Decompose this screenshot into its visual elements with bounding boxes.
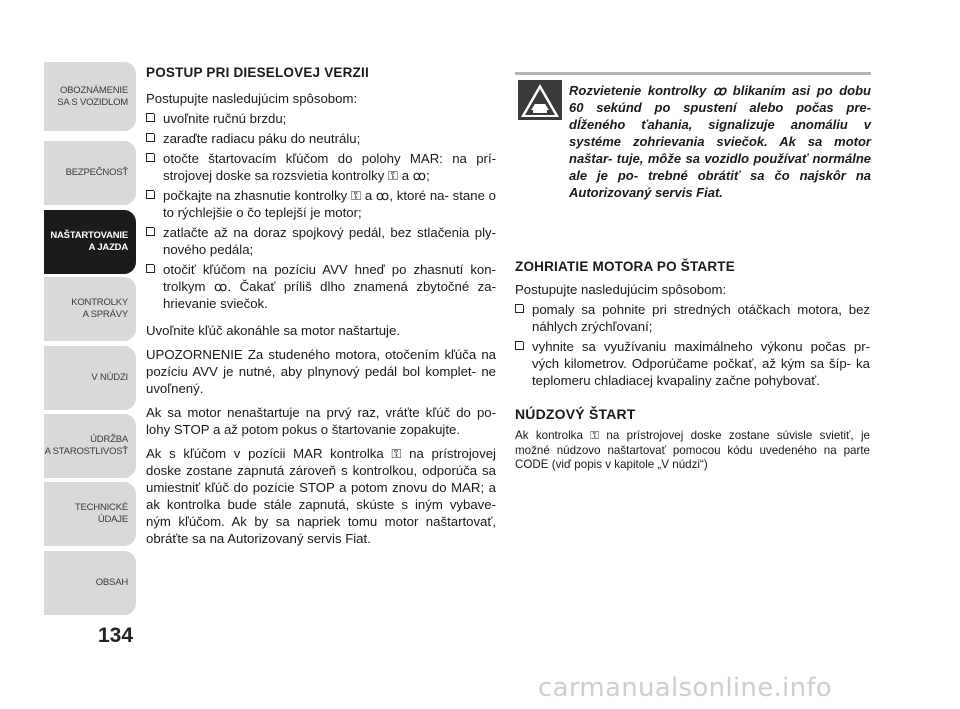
page-number: 134 <box>98 624 134 647</box>
diesel-heading: POSTUP PRI DIESELOVEJ VERZII <box>146 65 369 80</box>
section-tab[interactable] <box>44 414 136 478</box>
section-tab[interactable] <box>44 346 136 410</box>
diesel-para-warning: UPOZORNENIE Za studeného motora, otočením kľúča na pozíciu AVV je nutné, aby plnynový pedál bol komplet- ne uvoľnený. <box>146 347 496 396</box>
diesel-para-retry: Ak sa motor nenaštartuje na prvý raz, vráťte kľúč do po- lohy STOP a až potom pokus o štartovanie zopakujte. <box>146 405 496 437</box>
diesel-step <box>146 261 496 312</box>
emergency-heading: NÚDZOVÝ ŠTART <box>515 406 636 422</box>
checkbox-bullet-icon <box>146 190 155 199</box>
glow-plug-warning-text: Rozvietenie kontrolky ꝏ blikaním asi po dobu 60 sekúnd po spustení alebo počas pre- dĺženého ťahania, signalizuje anomáliu v systéme zohrievania sviečok. Ak sa motor naštar- tuje, môže sa vozidlo používať normálne ale je po- trebné obrátiť sa čo najskôr na Autorizovaný servis Fiat. <box>569 83 871 200</box>
checkbox-bullet-icon <box>146 264 155 273</box>
section-tab-label: ÚDRŽBA <box>90 434 128 445</box>
checkbox-bullet-icon <box>146 133 155 142</box>
warmup-step <box>515 301 870 335</box>
section-tab-label: A SPRÁVY <box>82 309 128 320</box>
diesel-para-immobilizer: Ak s kľúčom v pozícii MAR kontrolka ⚿ na prístrojovej doske zostane zapnutá zároveň s kontrolkou, odporúča sa umiestniť kľúč do pozície STOP a potom znovu do MAR; a ak kontrolka bude stále zapnutá, skúste s iným vybave- ným kľúčom. Ak by sa napriek tomu motor naštartovať, obráťte sa na Autorizovaný servis Fiat. <box>146 446 496 546</box>
diesel-step <box>146 187 496 221</box>
section-tab-label: KONTROLKY <box>71 297 128 308</box>
warning-rule <box>515 72 871 75</box>
emergency-text: Ak kontrolka ⚿ na prístrojovej doske zostane súvisle svietiť, je možné núdzovo naštartovať pomocou kódu uvedeného na parte CODE (viď popis v kapitole „V núdzi“) <box>515 429 870 471</box>
warmup-steps-list <box>515 301 870 392</box>
section-tab-label: NAŠTARTOVANIE <box>50 230 128 241</box>
diesel-para-release: Uvoľnite kľúč akonáhle sa motor naštartuje. <box>146 323 400 338</box>
diesel-step-text: zatlačte až na doraz spojkový pedál, bez stlačenia ply- nového pedála; <box>163 225 496 257</box>
diesel-intro: Postupujte nasledujúcim spôsobom: <box>146 91 358 106</box>
section-tab[interactable] <box>44 141 136 205</box>
section-tab[interactable] <box>44 62 136 131</box>
warmup-intro: Postupujte nasledujúcim spôsobom: <box>515 282 727 297</box>
checkbox-bullet-icon <box>146 153 155 162</box>
diesel-step <box>146 224 496 258</box>
warmup-step-text: pomaly sa pohnite pri stredných otáčkach motora, bez náhlych zrýchľovaní; <box>532 302 870 334</box>
section-tab-label: OBSAH <box>95 577 128 588</box>
section-tab-label: TECHNICKÉ <box>74 502 128 513</box>
section-tab-label: V NÚDZI <box>91 372 128 383</box>
diesel-step <box>146 130 496 147</box>
checkbox-bullet-icon <box>515 341 524 350</box>
diesel-step-text: uvoľnite ručnú brzdu; <box>163 111 287 126</box>
section-tab-label: ÚDAJE <box>97 514 128 525</box>
section-tab[interactable] <box>44 277 136 341</box>
section-tab[interactable] <box>44 551 136 615</box>
section-tab[interactable] <box>44 210 136 274</box>
diesel-step-text: zaraďte radiacu páku do neutrálu; <box>163 131 361 146</box>
section-tab-label: BEZPEČNOSŤ <box>65 167 128 178</box>
section-tab[interactable] <box>44 482 136 546</box>
diesel-step-text: otočiť kľúčom na pozíciu AVV hneď po zhasnutí kon- trolkym ꝏ. Čakať príliš dlho znamená zbytočné za- hrievanie sviečok. <box>163 262 496 311</box>
warmup-step-text: vyhnite sa využívaniu maximálneho výkonu počas pr- vých kilometrov. Odporúčame počkať, až kým sa šíp- ka teplomeru chladiacej kvapaliny začne pohybovať. <box>532 339 870 388</box>
warmup-step <box>515 338 870 389</box>
section-tab-label: A STAROSTLIVOSŤ <box>44 446 128 457</box>
diesel-step-text: otočte štartovacím kľúčom do polohy MAR: na prí- strojovej doske sa rozsvietia kontrolky ⚿ a ꝏ; <box>163 151 496 183</box>
checkbox-bullet-icon <box>146 113 155 122</box>
section-tab-label: SA S VOZIDLOM <box>57 96 128 108</box>
checkbox-bullet-icon <box>146 227 155 236</box>
diesel-step <box>146 150 496 184</box>
diesel-step-text: počkajte na zhasnutie kontrolky ⚿ a ꝏ, ktoré na- stane o to rýchlejšie o čo teplejší je motor; <box>163 188 496 220</box>
diesel-step <box>146 110 496 127</box>
right-column <box>515 258 870 473</box>
warmup-heading: ZOHRIATIE MOTORA PO ŠTARTE <box>515 259 735 274</box>
checkbox-bullet-icon <box>515 304 524 313</box>
left-column <box>146 64 496 547</box>
section-tab-label: OBOZNÁMENIE <box>59 84 128 96</box>
watermark: carmanualsonline.info <box>538 673 833 703</box>
section-tab-label: A JAZDA <box>88 242 128 253</box>
diesel-steps-list <box>146 110 496 315</box>
